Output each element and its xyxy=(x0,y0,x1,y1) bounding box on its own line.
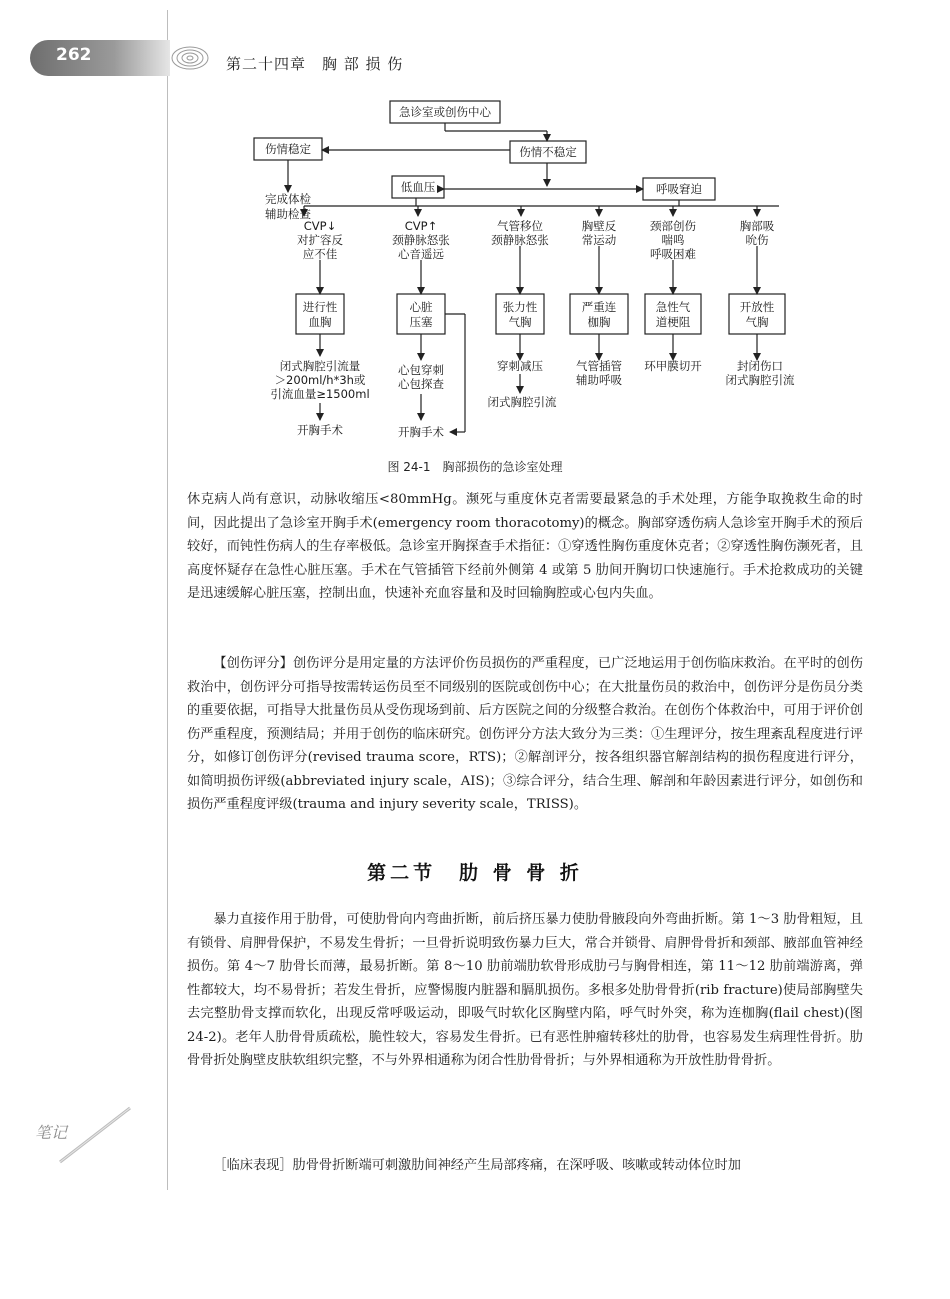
node-cricothyrotomy: 环甲膜切开 xyxy=(644,359,702,373)
node-tracheal-1: 气管移位 xyxy=(497,219,543,233)
flowchart xyxy=(240,98,840,448)
page-number: 262 xyxy=(56,45,92,65)
node-chest-suck-1: 胸部吸 xyxy=(739,219,775,233)
paragraph: 暴力直接作用于肋骨，可使肋骨向内弯曲折断，前后挤压暴力使肋骨腋段向外弯曲折断。第 1～3 肋骨粗短，且有锁骨、肩胛骨保护，不易发生骨折；一旦骨折说明致伤暴力巨大，常合并锁骨、肩胛骨骨折和颈部、腋部血管神经损伤。第 4～7 肋骨长而薄，最易折断。第 8～10 肋前端肋软骨形成肋弓与胸骨相连，第 11～12 肋前端游离，弹性都较大，均不易骨折；若发生骨折，应警惕腹内脏器和膈肌损伤。多根多处肋骨骨折(rib fracture)使局部胸壁失去完整肋骨支撑而软化，出现反常呼吸运动，即吸气时软化区胸壁内陷，呼气时外突，称为连枷胸(flail chest)(图 24-2)。老年人肋骨骨质疏松，脆性较大，容易发生骨折。已有恶性肿瘤转移灶的肋骨，也容易发生病理性骨折。肋骨骨折处胸壁皮肤软组织完整，不与外界相通称为闭合性肋骨骨折；与外界相通称为开放性肋骨骨折。 xyxy=(187,912,863,1068)
node-cvp-high-2: 颈静脉怒张 xyxy=(392,233,450,247)
margin-rule xyxy=(167,10,168,1190)
node-neck-3: 呼吸困难 xyxy=(650,247,696,261)
node-cvp-low-3: 应不佳 xyxy=(302,247,338,261)
node-intubation-1: 气管插管 xyxy=(576,359,622,373)
node-er: 急诊室或创伤中心 xyxy=(399,105,491,119)
node-seal-1: 封闭伤口 xyxy=(737,359,783,373)
node-flail-2: 枷胸 xyxy=(587,315,611,329)
node-unstable: 伤情不稳定 xyxy=(519,145,577,159)
node-tamponade-1: 心脏 xyxy=(409,300,433,314)
node-drainage-3: 引流血量≥1500ml xyxy=(270,387,370,401)
section-title: 第二节 肋 骨 骨 折 xyxy=(367,862,583,884)
paragraph: 休克病人尚有意识，动脉收缩压<80mmHg。濒死与重度休克者需要最紧急的手术处理，方能争取挽救生命的时间，因此提出了急诊室开胸手术(emergency room thoracotomy)的概念。胸部穿透伤病人急诊室开胸手术的预后较好，而钝性伤病人的生存率极低。急诊室开胸探查手术指征：①穿透性胸伤重度休克者；②穿透性胸伤濒死者，且高度怀疑存在急性心脏压塞。手术在气管插管下经前外侧第 4 或第 5 肋间开胸切口快速施行。手术抢救成功的关键是迅速缓解心脏压塞，控制出血，快速补充血容量和及时回输胸腔或心包内失血。 xyxy=(187,492,863,601)
node-tamponade-2: 压塞 xyxy=(409,315,433,329)
node-pericardio-2: 心包探查 xyxy=(398,377,444,391)
node-tension-2: 气胸 xyxy=(508,315,532,329)
swirl-ornament-icon xyxy=(168,40,228,80)
node-chest-wall-1: 胸壁反 xyxy=(581,219,617,233)
node-hemothorax-2: 血胸 xyxy=(308,315,332,329)
node-stable: 伤情稳定 xyxy=(265,142,311,156)
node-closed-drainage: 闭式胸腔引流 xyxy=(487,395,557,409)
node-cvp-high-1: CVP↑ xyxy=(404,219,438,233)
node-drainage-2: ＞200ml/h*3h或 xyxy=(274,373,366,387)
node-intubation-2: 辅助呼吸 xyxy=(576,373,622,387)
node-cvp-low-2: 对扩容反 xyxy=(297,233,343,247)
paragraph: ［临床表现］肋骨骨折断端可刺激肋间神经产生局部疼痛，在深呼吸、咳嗽或转动体位时加 xyxy=(213,1158,741,1173)
node-tracheal-2: 颈静脉怒张 xyxy=(491,233,549,247)
node-complete-exam-2: 辅助检查 xyxy=(265,207,311,221)
node-thoracotomy-1: 开胸手术 xyxy=(297,423,343,437)
node-complete-exam-1: 完成体检 xyxy=(265,192,311,206)
node-pericardio-1: 心包穿刺 xyxy=(398,363,444,377)
paragraph: 【创伤评分】创伤评分是用定量的方法评价伤员损伤的严重程度，已广泛地运用于创伤临床救治。在平时的创伤救治中，创伤评分可指导按需转运伤员至不同级别的医院或创伤中心；在大批量伤员的救治中，创伤评分是伤员分类的重要依据，可指导大批量伤员从受伤现场到前、后方医院之间的分级整合救治。在创伤个体救治中，可用于评价创伤严重程度，预测结局；并用于创伤的临床研究。创伤评分方法大致分为三类：①生理评分，按生理紊乱程度进行评分，如修订创伤评分(revised trauma score，RTS)；②解剖评分，按各组织器官解剖结构的损伤程度进行评分，如简明损伤评级(abbreviated injury scale，AIS)；③综合评分，结合生理、解剖和年龄因素进行评分，如创伤和损伤严重程度评级(trauma and injury severity scale，TRISS)。 xyxy=(187,656,863,812)
node-drainage-1: 闭式胸腔引流量 xyxy=(279,359,361,373)
node-cvp-high-3: 心音遥远 xyxy=(398,247,444,261)
node-open-1: 开放性 xyxy=(739,300,775,314)
note-label: 笔记 xyxy=(35,1123,68,1142)
page-number-tab xyxy=(30,40,170,76)
node-airway-2: 道梗阻 xyxy=(655,315,691,329)
node-airway-1: 急性气 xyxy=(655,300,691,314)
node-neck-2: 喘鸣 xyxy=(661,233,685,247)
node-dyspnea: 呼吸窘迫 xyxy=(656,182,702,196)
figure-caption: 图 24-1 胸部损伤的急诊室处理 xyxy=(387,460,563,474)
node-seal-2: 闭式胸腔引流 xyxy=(725,373,795,387)
node-thoracotomy-2: 开胸手术 xyxy=(398,425,444,439)
node-flail-1: 严重连 xyxy=(581,300,617,314)
node-chest-suck-2: 吮伤 xyxy=(745,233,769,247)
node-puncture: 穿刺减压 xyxy=(497,359,543,373)
node-open-2: 气胸 xyxy=(745,315,769,329)
node-chest-wall-2: 常运动 xyxy=(581,233,617,247)
node-hypotension: 低血压 xyxy=(400,180,436,194)
node-cvp-low-1: CVP↓ xyxy=(303,219,337,233)
chapter-title: 第二十四章 胸 部 损 伤 xyxy=(226,55,404,73)
node-hemothorax-1: 进行性 xyxy=(302,300,338,314)
node-neck-1: 颈部创伤 xyxy=(650,219,696,233)
node-tension-1: 张力性 xyxy=(502,300,538,314)
